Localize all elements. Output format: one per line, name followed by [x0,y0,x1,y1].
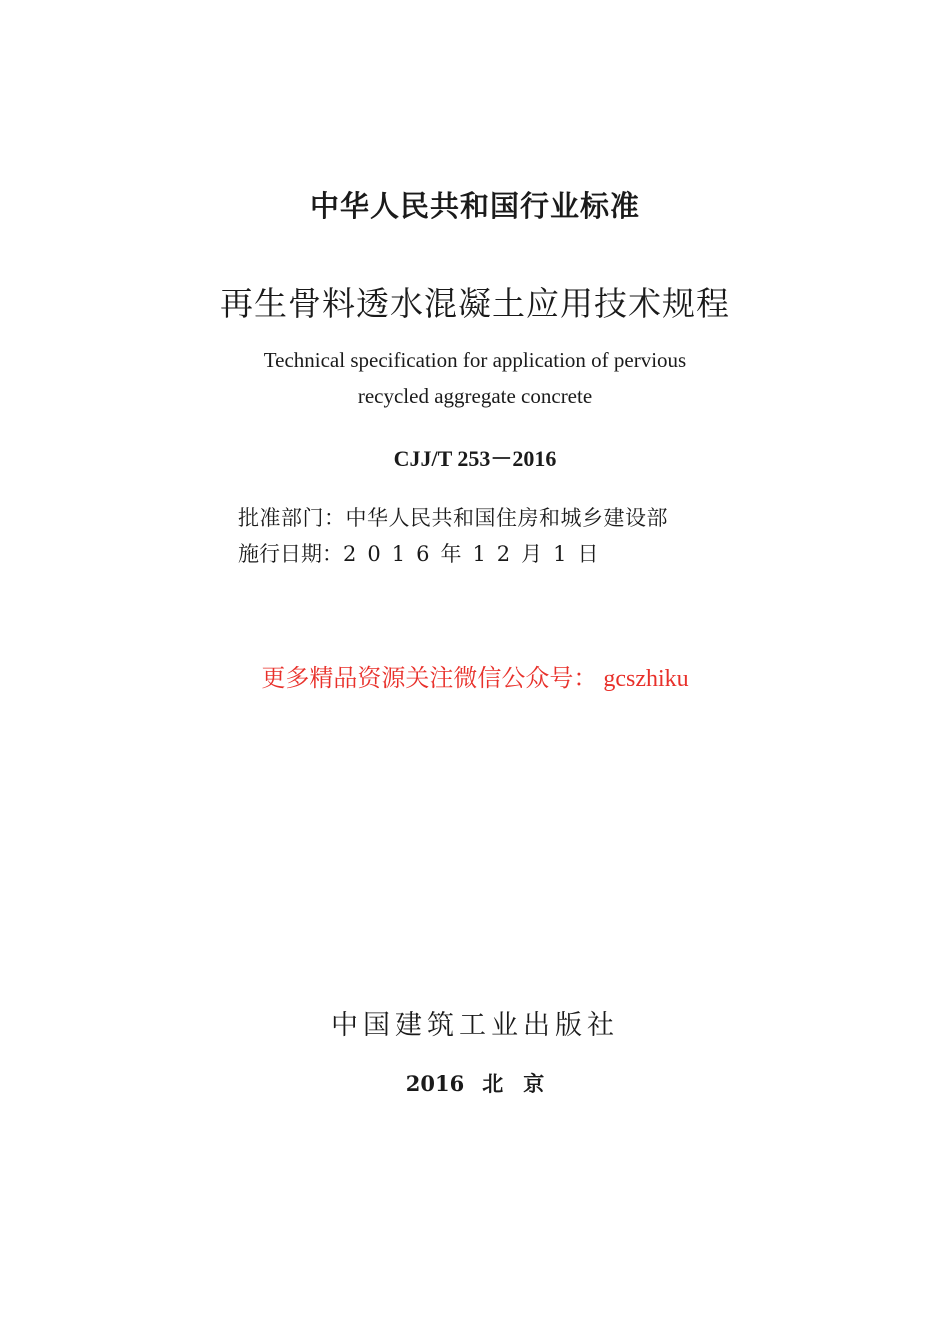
promo-text: 更多精品资源关注微信公众号： [261,664,598,692]
approval-value: 中华人民共和国住房和城乡建设部 [345,506,668,530]
publication-city-char-2: 京 [523,1071,545,1096]
effective-date [238,538,610,568]
standard-code: CJJ/T 253－2016 [393,446,557,471]
title-chinese: 再生骨料透水混凝土应用技术规程 [220,284,730,323]
date-label: 施行日期： [238,542,343,566]
publication-year: 2016 [405,1071,465,1096]
date-value: 2016年12月1日 [343,542,610,566]
publisher-name: 中国建筑工业出版社 [331,1010,619,1041]
approval-department [238,502,668,532]
publication-city-char-1: 北 [482,1071,504,1096]
promo-line [0,658,950,693]
promo-handle: gcszhiku [603,666,689,692]
title-english-line-1: Technical specification for application of pervious [263,348,687,372]
title-english-line-2: recycled aggregate concrete [357,384,593,408]
standard-category: 中华人民共和国行业标准 [309,189,640,223]
approval-label: 批准部门： [238,506,346,530]
publication-place [0,1068,950,1098]
